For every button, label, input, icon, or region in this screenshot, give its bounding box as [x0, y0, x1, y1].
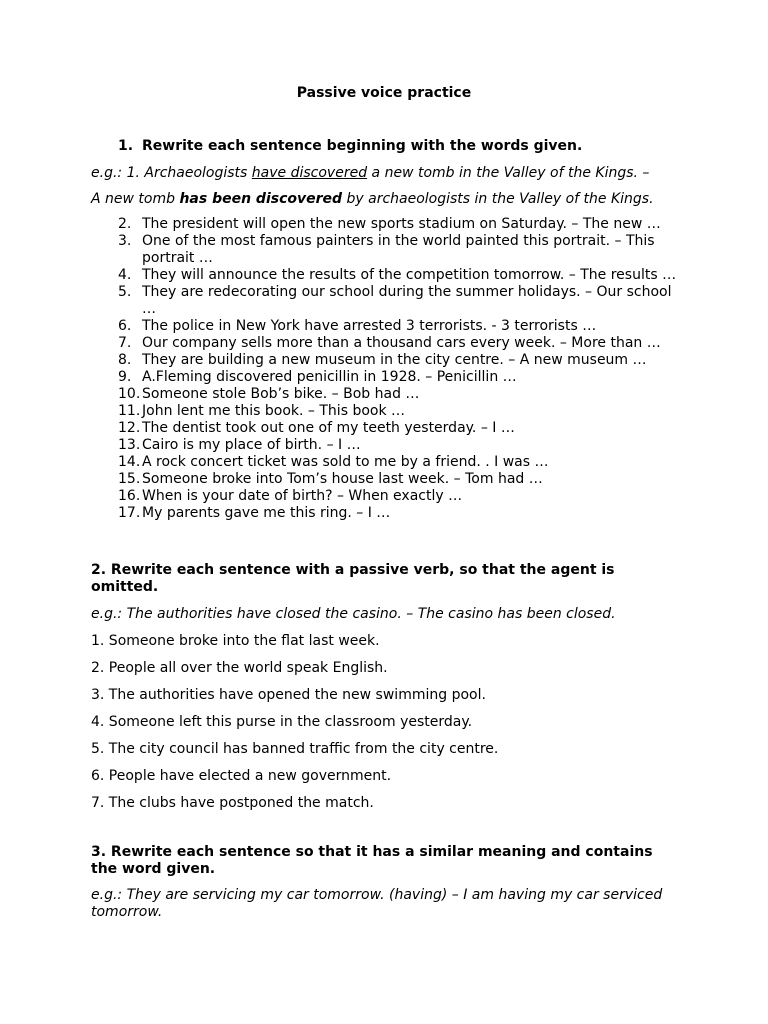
- list-item-number: 13.: [118, 437, 141, 453]
- list-item-text: My parents gave me this ring. – I …: [142, 505, 391, 521]
- list-item: [118, 437, 678, 454]
- list-item: [118, 335, 678, 352]
- list-item: 6. People have elected a new government.: [91, 768, 392, 784]
- list-item-text: They are building a new museum in the city centre. – A new museum …: [142, 352, 647, 368]
- list-item: 5. The city council has banned traffic from the city centre.: [91, 741, 499, 757]
- section-1-example-answer: [91, 190, 654, 208]
- list-item-number: 16.: [118, 488, 141, 504]
- list-item-number: 11.: [118, 403, 141, 419]
- section-3-heading: 3. Rewrite each sentence so that it has a similar meaning and contains the word given.: [91, 844, 653, 877]
- list-item: [118, 420, 678, 437]
- list-item-number: 8.: [118, 352, 132, 368]
- list-item-text: Our company sells more than a thousand cars every week. – More than …: [142, 335, 661, 351]
- list-item: [118, 369, 678, 386]
- list-item: [118, 267, 678, 284]
- section-1-heading-text: Rewrite each sentence beginning with the words given.: [142, 138, 583, 154]
- list-item: [118, 386, 678, 403]
- list-item-number: 7.: [118, 335, 132, 351]
- list-item: [118, 284, 678, 318]
- list-item-text: Cairo is my place of birth. – I …: [142, 437, 361, 453]
- list-item: [118, 216, 678, 233]
- list-item-text: The president will open the new sports stadium on Saturday. – The new …: [142, 216, 661, 232]
- list-item-text: The police in New York have arrested 3 terrorists. - 3 terrorists …: [142, 318, 597, 334]
- example-answer-prefix: A new tomb: [91, 191, 180, 207]
- list-item-number: 3.: [118, 233, 132, 249]
- page-title: Passive voice practice: [296, 85, 472, 101]
- section-3-example: e.g.: They are servicing my car tomorrow. (having) – I am having my car serviced tomorrow.: [91, 887, 663, 920]
- list-item: [118, 471, 678, 488]
- list-item-number: 14.: [118, 454, 141, 470]
- list-item: [118, 505, 678, 522]
- list-item-text: When is your date of birth? – When exactly …: [142, 488, 463, 504]
- section-2-list: [91, 632, 498, 821]
- section-2-heading: 2. Rewrite each sentence with a passive verb, so that the agent is omitted.: [91, 562, 615, 595]
- list-item-number: 6.: [118, 318, 132, 334]
- list-item-text: They will announce the results of the competition tomorrow. – The results …: [142, 267, 677, 283]
- list-item-number: 10.: [118, 386, 141, 402]
- list-item: [118, 352, 678, 369]
- section-1-number: 1.: [118, 138, 134, 154]
- list-item-number: 9.: [118, 369, 132, 385]
- list-item: [118, 233, 678, 267]
- list-item-text: John lent me this book. – This book …: [142, 403, 406, 419]
- list-item-number: 15.: [118, 471, 141, 487]
- example-prefix: e.g.: 1. Archaeologists: [91, 165, 252, 181]
- list-item-text: Someone broke into Tom’s house last week. – Tom had …: [142, 471, 543, 487]
- example-answer-suffix: by archaeologists in the Valley of the Kings.: [342, 191, 654, 207]
- list-item-text: One of the most famous painters in the world painted this portrait. – This portrait …: [142, 233, 655, 266]
- list-item-text: They are redecorating our school during the summer holidays. – Our school …: [142, 284, 672, 317]
- list-item-number: 12.: [118, 420, 141, 436]
- list-item-text: A rock concert ticket was sold to me by a friend. . I was …: [142, 454, 549, 470]
- list-item: [118, 488, 678, 505]
- list-item-text: A.Fleming discovered penicillin in 1928. – Penicillin …: [142, 369, 517, 385]
- list-item-text: Someone stole Bob’s bike. – Bob had …: [142, 386, 420, 402]
- list-item: [118, 318, 678, 335]
- example-answer-bold-verb: has been discovered: [179, 191, 343, 207]
- list-item: 1. Someone broke into the flat last week.: [91, 633, 380, 649]
- list-item: 2. People all over the world speak English.: [91, 660, 388, 676]
- section-2-example: e.g.: The authorities have closed the casino. – The casino has been closed.: [91, 606, 616, 622]
- list-item-number: 2.: [118, 216, 132, 232]
- list-item-number: 17.: [118, 505, 141, 521]
- section-1-heading: [118, 137, 582, 155]
- list-item: [118, 403, 678, 420]
- list-item-number: 5.: [118, 284, 132, 300]
- section-1-example: [91, 164, 649, 182]
- list-item: 3. The authorities have opened the new swimming pool.: [91, 687, 486, 703]
- list-item: 7. The clubs have postponed the match.: [91, 795, 374, 811]
- example-suffix: a new tomb in the Valley of the Kings. –: [367, 165, 650, 181]
- list-item-number: 4.: [118, 267, 132, 283]
- list-item-text: The dentist took out one of my teeth yesterday. – I …: [142, 420, 515, 436]
- example-underlined-verb: have discovered: [251, 165, 368, 181]
- section-1-list: [118, 216, 678, 522]
- list-item: [118, 454, 678, 471]
- list-item: 4. Someone left this purse in the classroom yesterday.: [91, 714, 473, 730]
